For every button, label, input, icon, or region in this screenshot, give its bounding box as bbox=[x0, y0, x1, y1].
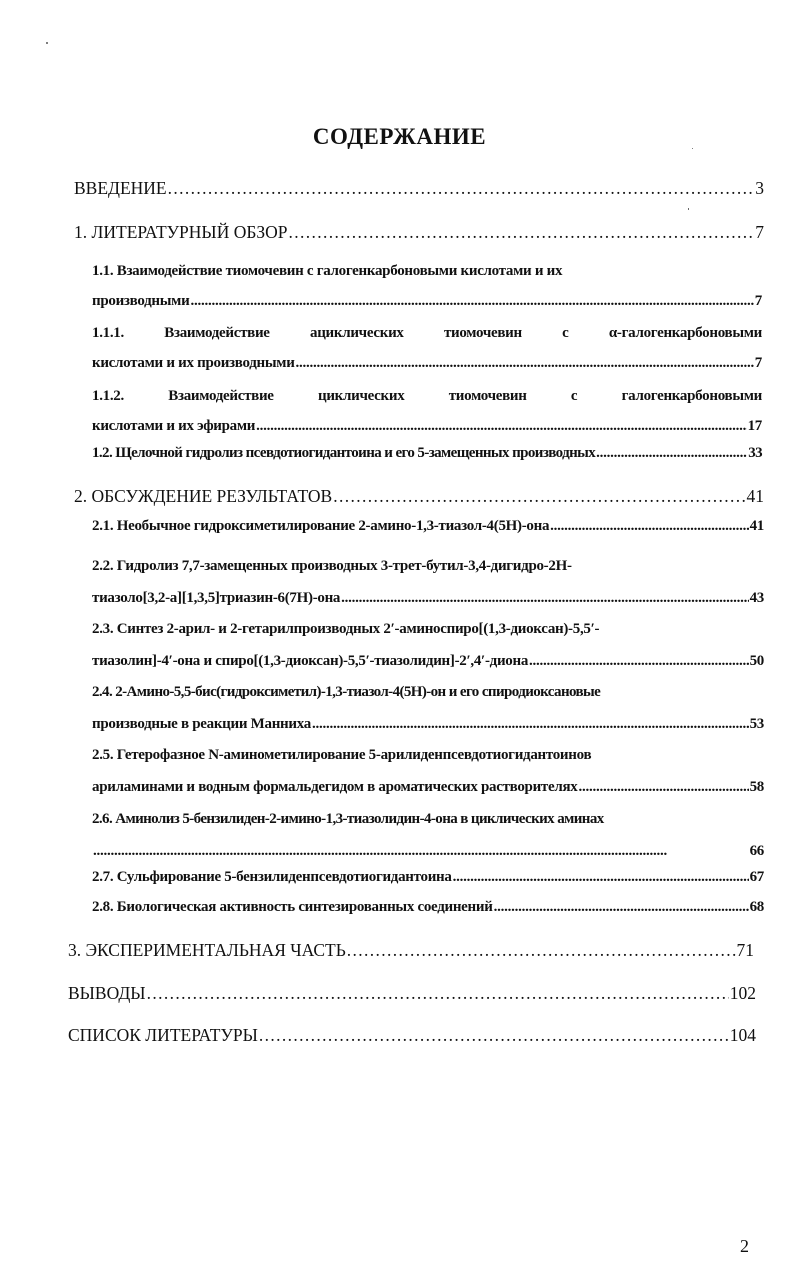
toc-entry-text: кислотами и их производными bbox=[92, 355, 295, 371]
dot-leader bbox=[289, 222, 755, 243]
page-title: СОДЕРЖАНИЕ bbox=[312, 124, 487, 149]
toc-entry-2-6[interactable] bbox=[92, 803, 764, 867]
page-number: 2 bbox=[740, 1236, 749, 1256]
dot-leader bbox=[529, 645, 749, 677]
toc-entry-1-2[interactable] bbox=[92, 445, 762, 462]
toc-page-number: 58 bbox=[749, 779, 764, 795]
dot-leader bbox=[494, 899, 749, 916]
toc-entry-chapter-3[interactable] bbox=[68, 940, 754, 961]
toc-entry-1-1-1[interactable] bbox=[92, 318, 762, 378]
dot-leader bbox=[147, 983, 729, 1004]
toc-page-number: 7 bbox=[754, 293, 762, 309]
toc-entry-references[interactable] bbox=[68, 1025, 756, 1046]
dot-leader bbox=[333, 486, 745, 507]
toc-entry-text: 2.1. Необычное гидроксиметилирование 2-амино-1,3-тиазол-4(5H)-она bbox=[92, 518, 550, 534]
toc-entry-text: производными bbox=[92, 293, 190, 309]
toc-entry-first-line: 2.6. Аминолиз 5-бензилиден-2-имино-1,3-тиазолидин-4-она в циклических аминах bbox=[92, 811, 604, 827]
toc-page-number: 7 bbox=[755, 222, 764, 242]
toc-entry-chapter-2[interactable] bbox=[74, 486, 764, 507]
toc-entry-text: ВЫВОДЫ bbox=[68, 983, 146, 1003]
toc-entry-text: 3. ЭКСПЕРИМЕНТАЛЬНАЯ ЧАСТЬ bbox=[68, 940, 346, 960]
toc-entry-conclusions[interactable] bbox=[68, 983, 756, 1004]
toc-entry-first-line: 2.2. Гидролиз 7,7-замещенных производных 3-трет-бутил-3,4-дигидро-2H- bbox=[92, 558, 572, 574]
toc-entry-introduction[interactable] bbox=[74, 178, 764, 199]
toc-page-number: 66 bbox=[749, 843, 764, 859]
toc-page-number: 3 bbox=[755, 178, 764, 198]
dot-leader bbox=[168, 178, 755, 199]
toc-entry-2-7[interactable] bbox=[92, 869, 764, 886]
toc-entry-2-5[interactable] bbox=[92, 739, 764, 803]
toc-entry-text: 2. ОБСУЖДЕНИЕ РЕЗУЛЬТАТОВ bbox=[74, 486, 333, 506]
dot-leader bbox=[453, 869, 749, 886]
toc-entry-2-4[interactable] bbox=[92, 676, 764, 740]
dot-leader bbox=[312, 708, 749, 740]
toc-page-number: 104 bbox=[729, 1025, 756, 1045]
toc-entry-text: ВВЕДЕНИЕ bbox=[74, 178, 167, 198]
toc-page-number: 33 bbox=[748, 445, 762, 461]
toc-entry-text: тиазоло[3,2-a][1,3,5]триазин-6(7H)-она bbox=[92, 590, 341, 606]
dot-leader bbox=[347, 940, 736, 961]
dot-leader bbox=[259, 1025, 729, 1046]
toc-entry-first-line: 2.4. 2-Амино-5,5-бис(гидроксиметил)-1,3-тиазол-4(5H)-он и его спиродиоксановые bbox=[92, 684, 601, 700]
scan-speck bbox=[46, 42, 48, 44]
dot-leader bbox=[550, 518, 748, 535]
scan-speck bbox=[688, 208, 689, 210]
toc-entry-text: производные в реакции Манниха bbox=[92, 716, 311, 732]
dot-leader bbox=[256, 411, 746, 441]
toc-entry-first-line: 1.1. Взаимодействие тиомочевин с галогенкарбоновыми кислотами и их bbox=[92, 263, 563, 279]
toc-entry-text: СПИСОК ЛИТЕРАТУРЫ bbox=[68, 1025, 258, 1045]
toc-page-number: 71 bbox=[736, 940, 754, 960]
dot-leader bbox=[596, 445, 747, 462]
toc-page-number: 68 bbox=[749, 899, 764, 915]
dot-leader bbox=[93, 835, 749, 867]
toc-page-number: 102 bbox=[729, 983, 756, 1003]
toc-page-number: 53 bbox=[749, 716, 764, 732]
dot-leader bbox=[341, 582, 748, 614]
toc-page-number: 67 bbox=[749, 869, 764, 885]
toc-page-number: 41 bbox=[746, 486, 764, 506]
toc-entry-2-1[interactable] bbox=[92, 518, 764, 535]
toc-entry-text: 2.7. Сульфирование 5-бензилиденпсевдотиогидантоина bbox=[92, 869, 452, 885]
toc-entry-first-line: 2.3. Синтез 2-арил- и 2-гетарилпроизводных 2′-аминоспиро[(1,3-диоксан)-5,5′- bbox=[92, 621, 600, 637]
toc-page-number: 50 bbox=[749, 653, 764, 669]
toc-entry-text: тиазолин]-4′-она и спиро[(1,3-диоксан)-5,5′-тиазолидин]-2′,4′-диона bbox=[92, 653, 529, 669]
toc-page-number: 43 bbox=[749, 590, 764, 606]
toc-page-number: 7 bbox=[754, 355, 762, 371]
toc-entry-first-line: 1.1.1. Взаимодействие ациклических тиомочевин с α-галогенкарбоновыми bbox=[92, 325, 762, 341]
toc-page-number: 41 bbox=[749, 518, 764, 534]
toc-entry-text: ариламинами и водным формальдегидом в ароматических растворителях bbox=[92, 779, 578, 795]
toc-entry-first-line: 1.1.2. Взаимодействие циклических тиомочевин с галогенкарбоновыми bbox=[92, 388, 762, 404]
toc-entry-1-1[interactable] bbox=[92, 256, 762, 316]
toc-entry-1-1-2[interactable] bbox=[92, 381, 762, 441]
dot-leader bbox=[578, 771, 748, 803]
toc-entry-2-8[interactable] bbox=[92, 899, 764, 916]
toc-entry-text: 1.2. Щелочной гидролиз псевдотиогидантоина и его 5-замещенных производных bbox=[92, 445, 596, 461]
scan-speck bbox=[692, 148, 693, 149]
dot-leader bbox=[296, 348, 754, 378]
toc-entry-chapter-1[interactable] bbox=[74, 222, 764, 243]
toc-entry-text: кислотами и их эфирами bbox=[92, 418, 256, 434]
toc-entry-text: 2.8. Биологическая активность синтезированных соединений bbox=[92, 899, 493, 915]
toc-entry-first-line: 2.5. Гетерофазное N-аминометилирование 5-арилиденпсевдотиогидантоинов bbox=[92, 747, 592, 763]
toc-entry-2-3[interactable] bbox=[92, 613, 764, 677]
toc-entry-2-2[interactable] bbox=[92, 550, 764, 614]
toc-entry-text: 1. ЛИТЕРАТУРНЫЙ ОБЗОР bbox=[74, 222, 288, 242]
dot-leader bbox=[190, 286, 753, 316]
toc-page-number: 17 bbox=[747, 418, 762, 434]
